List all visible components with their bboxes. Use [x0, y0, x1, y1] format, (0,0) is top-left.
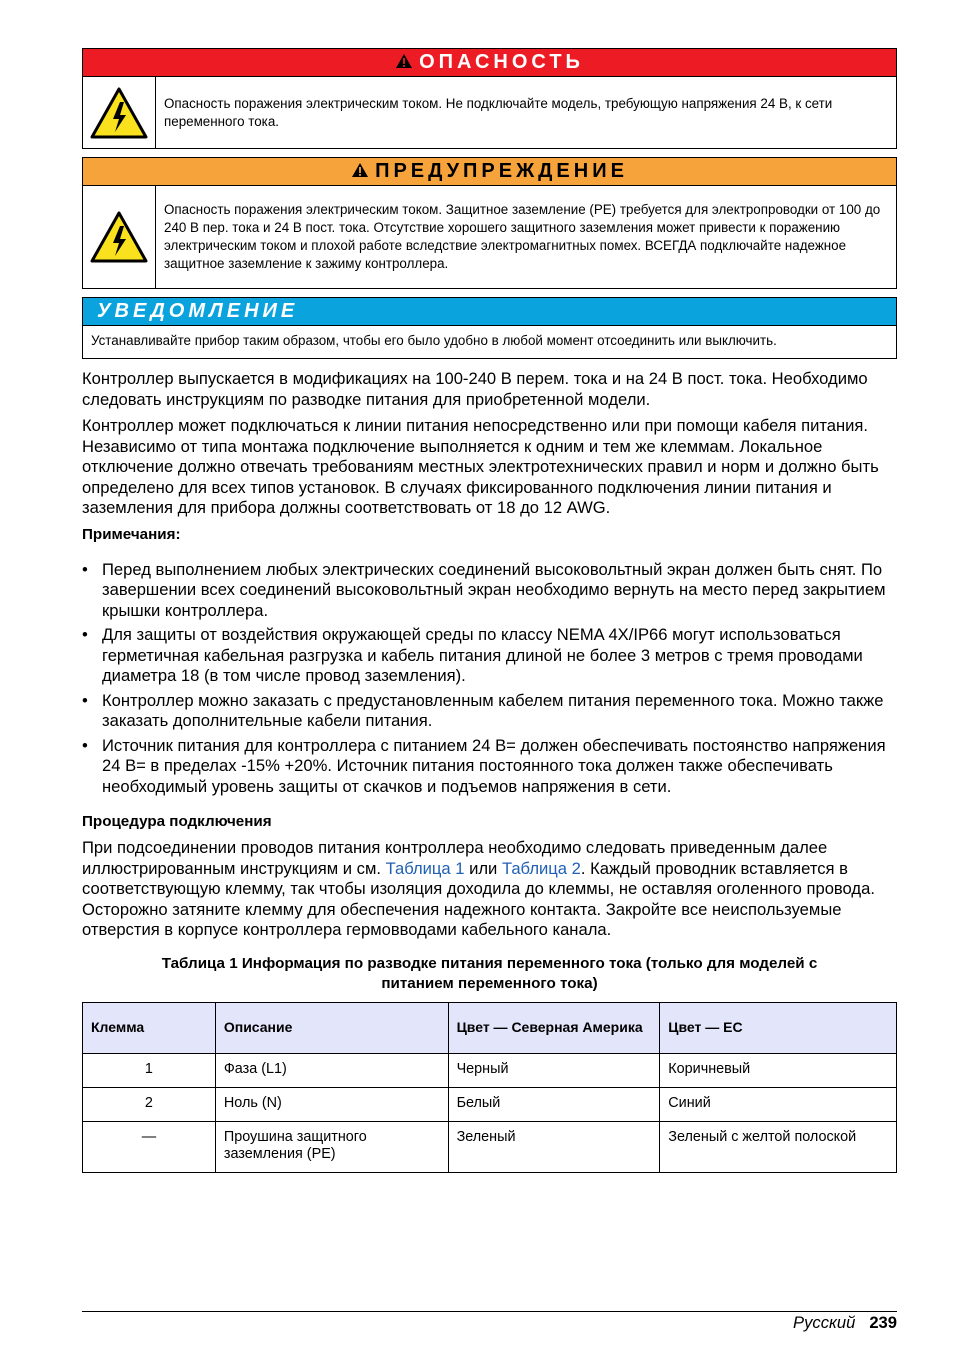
page-content [82, 48, 897, 1173]
electric-shock-icon [83, 186, 156, 288]
paragraph-models: Контроллер выпускается в модификациях на 100-240 В перем. тока и на 24 В пост. тока. Необходимо следовать инструкциям по разводке питания для приобретенной модели. [82, 369, 868, 409]
notice-title: УВЕДОМЛЕНИЕ [97, 300, 299, 322]
notice-header [83, 298, 896, 326]
table-header-row [83, 1002, 897, 1053]
header-description: Описание [215, 1002, 448, 1053]
warning-box [82, 157, 897, 289]
page-footer [793, 1313, 897, 1333]
table-row: 1 Фаза (L1) Черный Коричневый [83, 1053, 897, 1087]
notes-title: Примечания: [82, 525, 181, 543]
warning-triangle-icon [395, 52, 413, 75]
wiring-table [82, 1002, 897, 1173]
warning-text: Опасность поражения электрическим током. Защитное заземление (PE) требуется для электропроводки от 100 до 240 В пер. тока и 24 В пост. тока. Отсутствие хорошего защитного заземления может привести к поражению электрическим током и плохой работе вследствие электромагнитных помех. ВСЕГДА подключайте надежное защитное заземление к зажиму контроллера. [164, 202, 881, 271]
table-row: 2 Ноль (N) Белый Синий [83, 1087, 897, 1121]
table-2-link[interactable]: Таблица 2 [501, 858, 581, 878]
warning-title: ПРЕДУПРЕЖДЕНИЕ [375, 160, 628, 182]
procedure-title: Процедура подключения [82, 813, 272, 830]
notice-box [82, 297, 897, 359]
paragraph-connection: Контроллер может подключаться к линии питания непосредственно или при помощи кабеля питания. Независимо от типа монтажа подключение выполняется к одним и тем же клеммам. Локальное отключение должно отвечать требованиям местных электротехнических правил и норм и должно быть определено для всех типов установок. В случаях фиксированного подключения линии питания и заземления для прибора должны соответствовать от 18 до 12 AWG. [82, 416, 879, 517]
danger-text: Опасность поражения электрическим током. Не подключайте модель, требующую напряжения 24 В, к сети переменного тока. [164, 95, 833, 129]
notes-list [82, 560, 897, 798]
list-item: • Источник питания для контроллера с питанием 24 В= должен обеспечивать постоянство напряжения 24 В= в пределах -15% +20%. Источник питания постоянного тока должен также обеспечивать необходимый уровень защиты от скачков и подъемов напряжения в сети. [82, 735, 886, 796]
warning-triangle-icon [351, 161, 369, 184]
procedure-text: При подсоединении проводов питания контроллера необходимо следовать приведенным далее иллюстрированным инструкциям и см. Таблица 1 или Таблица 2. Каждый проводник вставляется в соответствующую клемму, так чтобы изоляция доходила до клеммы, не оставляя оголенного провода. Осторожно затяните клемму для обеспечения надежного контакта. Закройте все неиспользуемые отверстия в корпусе контроллера гермовводами кабельного канала. [82, 838, 875, 939]
header-terminal: Клемма [83, 1002, 216, 1053]
footer-divider [82, 1311, 897, 1312]
list-item: • Перед выполнением любых электрических соединений высоковольтный экран должен быть снят. По завершении всех соединений высоковольтный экран необходимо вернуть на место перед закрытием крышки контроллера. [82, 559, 886, 620]
list-item: • Для защиты от воздействия окружающей среды по классу NEMA 4X/IP66 могут использоваться герметичная кабельная разгрузка и кабель питания длиной не более 3 метров с тремя проводами диаметра 18 (в том числе провод заземления). [82, 625, 863, 685]
table-1-link[interactable]: Таблица 1 [385, 858, 465, 878]
footer-language: Русский [793, 1313, 856, 1332]
list-item: • Контроллер можно заказать с предустановленным кабелем питания переменного тока. Можно также заказать дополнительные кабели питания. [82, 690, 884, 730]
header-color-na: Цвет — Северная Америка [448, 1002, 660, 1053]
danger-header [83, 49, 896, 77]
header-color-eu: Цвет — ЕС [660, 1002, 897, 1053]
page-number: 239 [869, 1313, 897, 1332]
danger-title: ОПАСНОСТЬ [419, 51, 584, 73]
warning-header [83, 158, 896, 186]
table-row: — Проушина защитного заземления (PE) Зеленый Зеленый с желтой полоской [83, 1121, 897, 1172]
table-caption: Таблица 1 Информация по разводке питания переменного тока (только для моделей с питанием переменного тока) [161, 954, 818, 992]
electric-shock-icon [83, 77, 156, 148]
danger-box [82, 48, 897, 149]
notice-text: Устанавливайте прибор таким образом, чтобы его было удобно в любой момент отсоединить или выключить. [91, 333, 777, 348]
